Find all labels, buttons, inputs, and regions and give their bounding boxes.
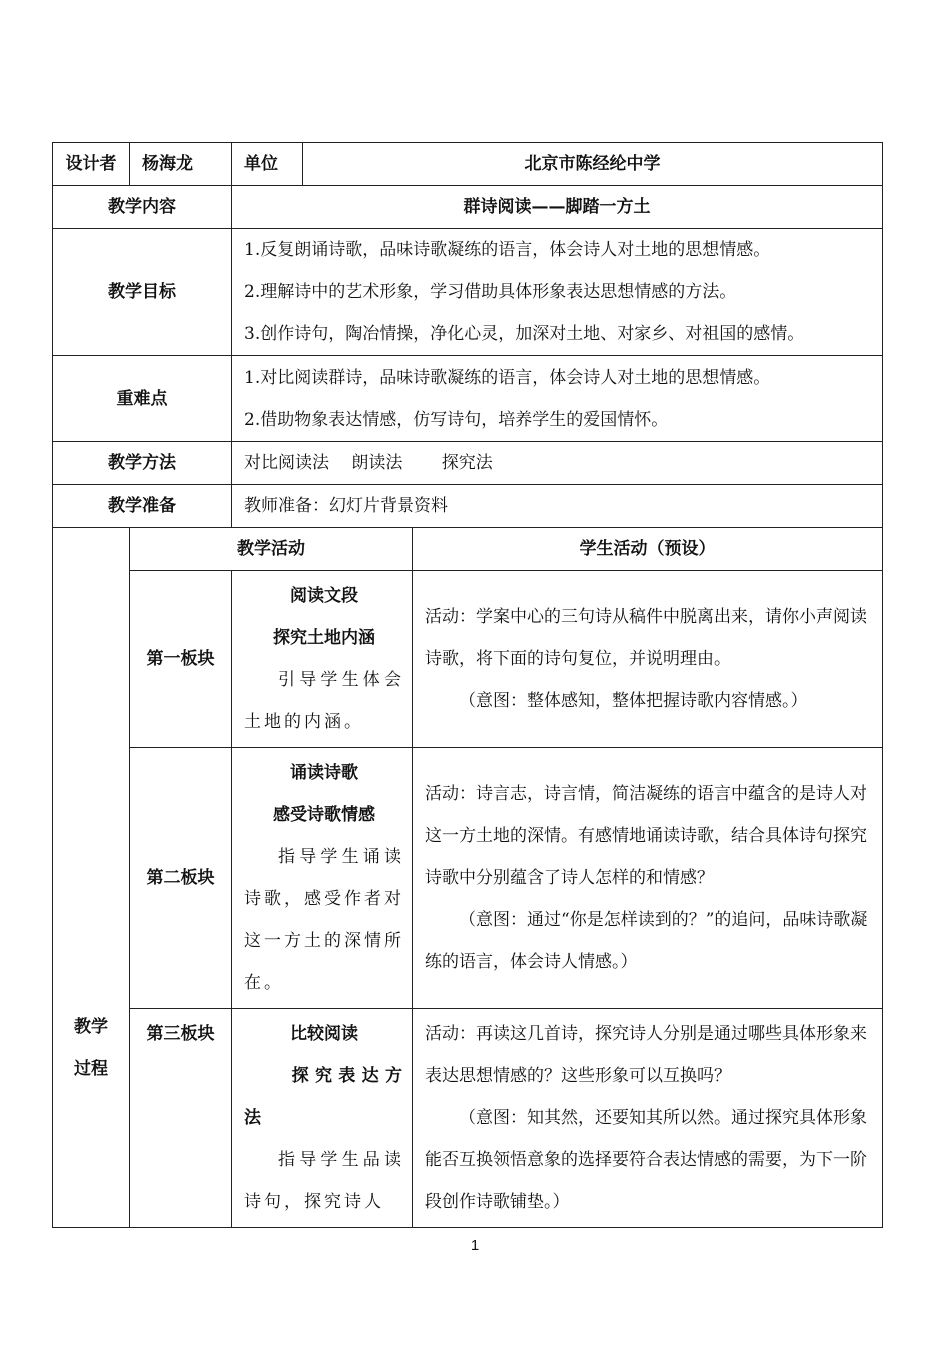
block-name: 第一板块 bbox=[130, 571, 232, 748]
intent-text: （意图：通过“你是怎样读到的？”的追问，品味诗歌凝练的语言，体会诗人情感。） bbox=[425, 910, 868, 972]
block-teacher-activity bbox=[232, 748, 413, 1009]
block-title-1: 阅读文段 bbox=[290, 586, 358, 606]
block-title-1: 诵读诗歌 bbox=[290, 763, 358, 783]
objective-item: 2.理解诗中的艺术形象，学习借助具体形象表达思想情感的方法。 bbox=[244, 282, 737, 302]
intent-text: （意图：整体感知，整体把握诗歌内容情感。） bbox=[459, 691, 808, 711]
content-row bbox=[53, 186, 883, 229]
col-teacher-header: 教学活动 bbox=[130, 528, 413, 571]
block-student-activity bbox=[413, 748, 883, 1009]
block-title-2: 感受诗歌情感 bbox=[273, 805, 375, 825]
preparation-value: 教师准备：幻灯片背景资料 bbox=[232, 485, 883, 528]
content-value: 群诗阅读——脚踏一方土 bbox=[232, 186, 883, 229]
block-desc: 指导学生诵读诗歌，感受作者对这一方土的深情所在。 bbox=[244, 847, 404, 993]
objectives-row bbox=[53, 229, 883, 356]
block-title-1: 比较阅读 bbox=[290, 1024, 358, 1044]
page-number: 1 bbox=[470, 1237, 480, 1254]
block-desc: 引导学生体会土地的内涵。 bbox=[244, 670, 404, 732]
key-points-list bbox=[232, 356, 883, 442]
block-title-2: 探究表达方法 bbox=[244, 1066, 404, 1128]
process-label bbox=[53, 528, 130, 1228]
key-points-row bbox=[53, 356, 883, 442]
block-name: 第二板块 bbox=[130, 748, 232, 1009]
methods-label: 教学方法 bbox=[53, 442, 232, 485]
activity-text: 活动：再读这几首诗，探究诗人分别是通过哪些具体形象来表达思想情感的？这些形象可以互换吗？ bbox=[425, 1024, 867, 1086]
methods-row bbox=[53, 442, 883, 485]
lesson-plan-table bbox=[52, 142, 883, 1228]
header-row bbox=[53, 143, 883, 186]
intent-text: （意图：知其然，还要知其所以然。通过探究具体形象能否互换领悟意象的选择要符合表达情感的需要，为下一阶段创作诗歌铺垫。） bbox=[425, 1108, 867, 1212]
key-point-item: 1.对比阅读群诗，品味诗歌凝练的语言，体会诗人对土地的思想情感。 bbox=[244, 367, 771, 388]
process-label-line2: 过程 bbox=[74, 1058, 108, 1079]
process-header-row bbox=[53, 528, 883, 571]
block-teacher-activity bbox=[232, 1009, 413, 1228]
block-row-1 bbox=[53, 571, 883, 748]
col-student-header: 学生活动（预设） bbox=[413, 528, 883, 571]
block-student-activity bbox=[413, 571, 883, 748]
methods-value: 对比阅读法 朗读法 探究法 bbox=[232, 442, 883, 485]
key-point-item: 2.借助物象表达情感，仿写诗句，培养学生的爱国情怀。 bbox=[244, 409, 669, 430]
content-label: 教学内容 bbox=[53, 186, 232, 229]
unit-label: 单位 bbox=[232, 143, 303, 186]
block-student-activity bbox=[413, 1009, 883, 1228]
key-points-label: 重难点 bbox=[53, 356, 232, 442]
block-title-2: 探究土地内涵 bbox=[273, 628, 375, 648]
preparation-row bbox=[53, 485, 883, 528]
block-row-3 bbox=[53, 1009, 883, 1228]
block-teacher-activity bbox=[232, 571, 413, 748]
preparation-label: 教学准备 bbox=[53, 485, 232, 528]
block-name: 第三板块 bbox=[130, 1009, 232, 1228]
activity-text: 活动：学案中心的三句诗从稿件中脱离出来，请你小声阅读诗歌，将下面的诗句复位，并说明理由。 bbox=[425, 607, 867, 669]
designer-name: 杨海龙 bbox=[130, 143, 232, 186]
block-row-2 bbox=[53, 748, 883, 1009]
unit-name: 北京市陈经纶中学 bbox=[303, 143, 883, 186]
objectives-label: 教学目标 bbox=[53, 229, 232, 356]
process-label-line1: 教学 bbox=[74, 1016, 108, 1037]
activity-text: 活动：诗言志，诗言情，简洁凝练的语言中蕴含的是诗人对这一方土地的深情。有感情地诵读诗歌，结合具体诗句探究诗歌中分别蕴含了诗人怎样的和情感？ bbox=[425, 784, 867, 888]
block-desc: 指导学生品读诗句，探究诗人 bbox=[244, 1150, 404, 1212]
objectives-list bbox=[232, 229, 883, 356]
designer-label: 设计者 bbox=[53, 143, 130, 186]
objective-item: 3.创作诗句，陶冶情操，净化心灵，加深对土地、对家乡、对祖国的感情。 bbox=[244, 324, 805, 344]
objective-item: 1.反复朗诵诗歌，品味诗歌凝练的语言，体会诗人对土地的思想情感。 bbox=[244, 240, 771, 260]
